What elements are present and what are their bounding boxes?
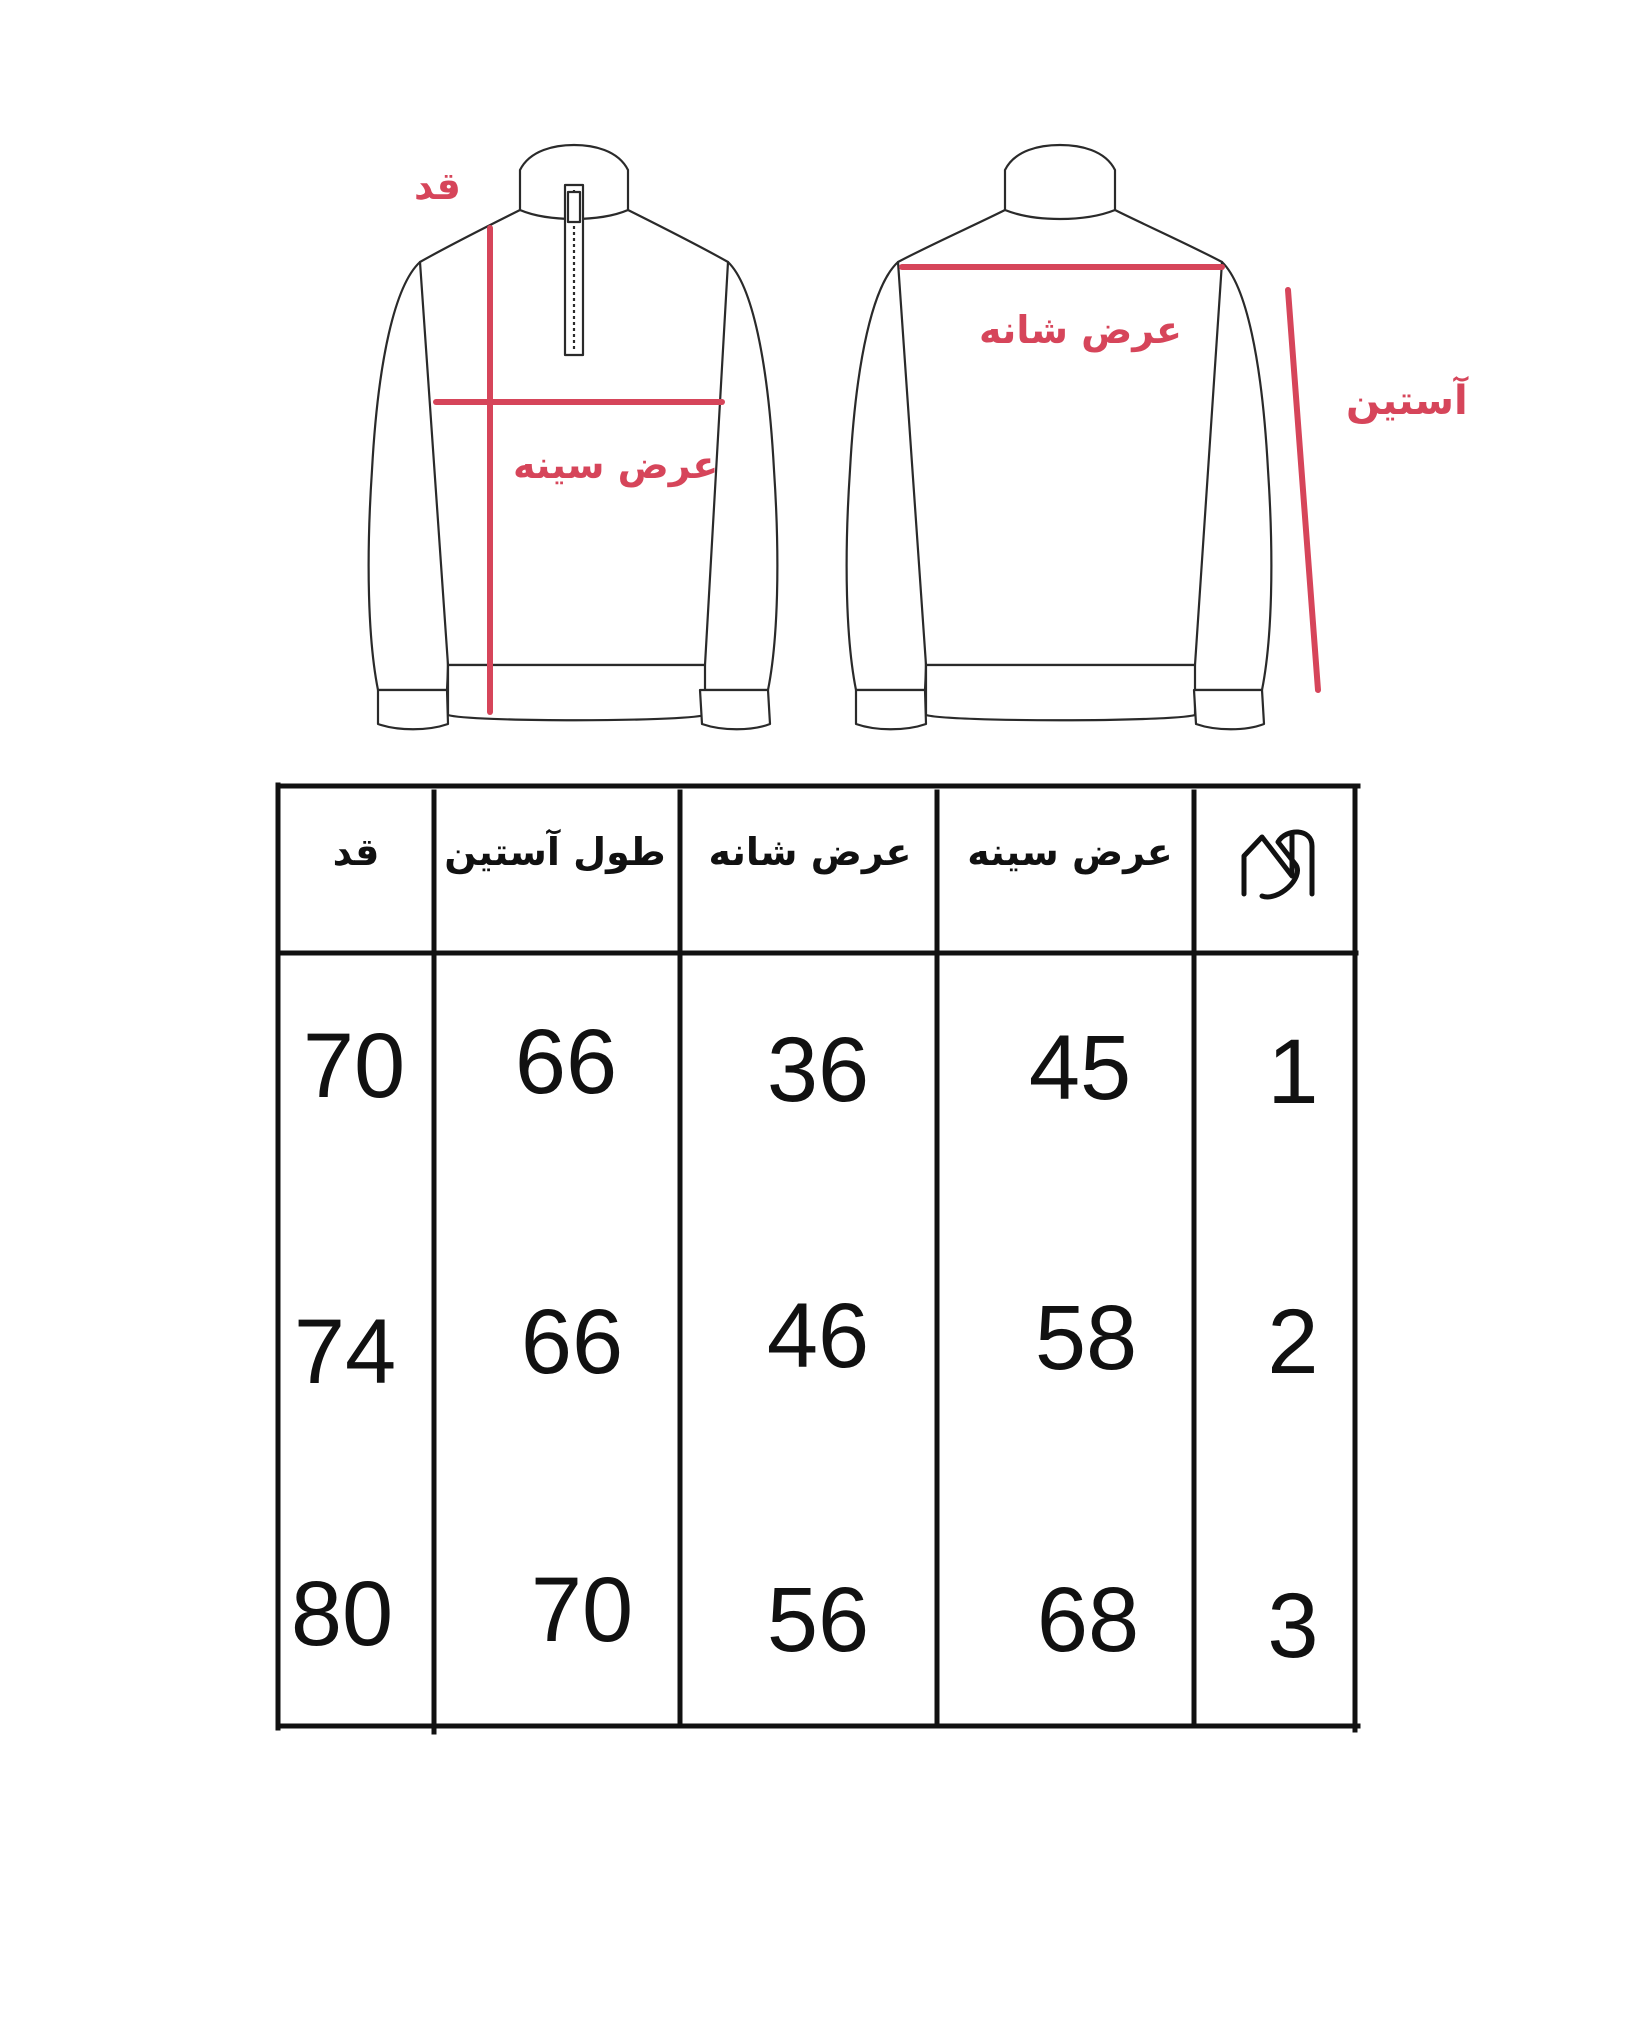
brand-logo-icon (1244, 832, 1312, 897)
cell-length: 70 (302, 1015, 406, 1117)
header-shoulder-width: عرض شانه (708, 830, 912, 874)
cell-sleeve: 66 (520, 1291, 624, 1393)
back-shoulder-label: عرض شانه (979, 308, 1182, 352)
cell-chest: 58 (1034, 1287, 1138, 1389)
header-sleeve-length: طول آستین (444, 830, 666, 874)
header-chest-width: عرض سینه (967, 830, 1173, 874)
back-sweater (847, 145, 1272, 729)
cell-sleeve: 66 (514, 1011, 618, 1113)
cell-chest: 45 (1028, 1017, 1132, 1119)
cell-size: 3 (1267, 1575, 1319, 1677)
sleeve-measure-line (1288, 290, 1318, 690)
cell-shoulder: 46 (766, 1285, 870, 1387)
front-chest-label: عرض سینه (513, 443, 719, 487)
front-sweater (369, 145, 778, 729)
cell-shoulder: 36 (766, 1019, 870, 1121)
cell-sleeve: 70 (530, 1559, 634, 1661)
front-length-label: قد (414, 164, 461, 208)
cell-length: 74 (293, 1301, 397, 1403)
back-sleeve-label: آستین (1346, 378, 1468, 424)
cell-length: 80 (290, 1563, 394, 1665)
header-length: قد (332, 830, 380, 874)
cell-chest: 68 (1036, 1569, 1140, 1671)
cell-size: 2 (1267, 1291, 1319, 1393)
cell-shoulder: 56 (766, 1569, 870, 1671)
cell-size: 1 (1267, 1021, 1319, 1123)
